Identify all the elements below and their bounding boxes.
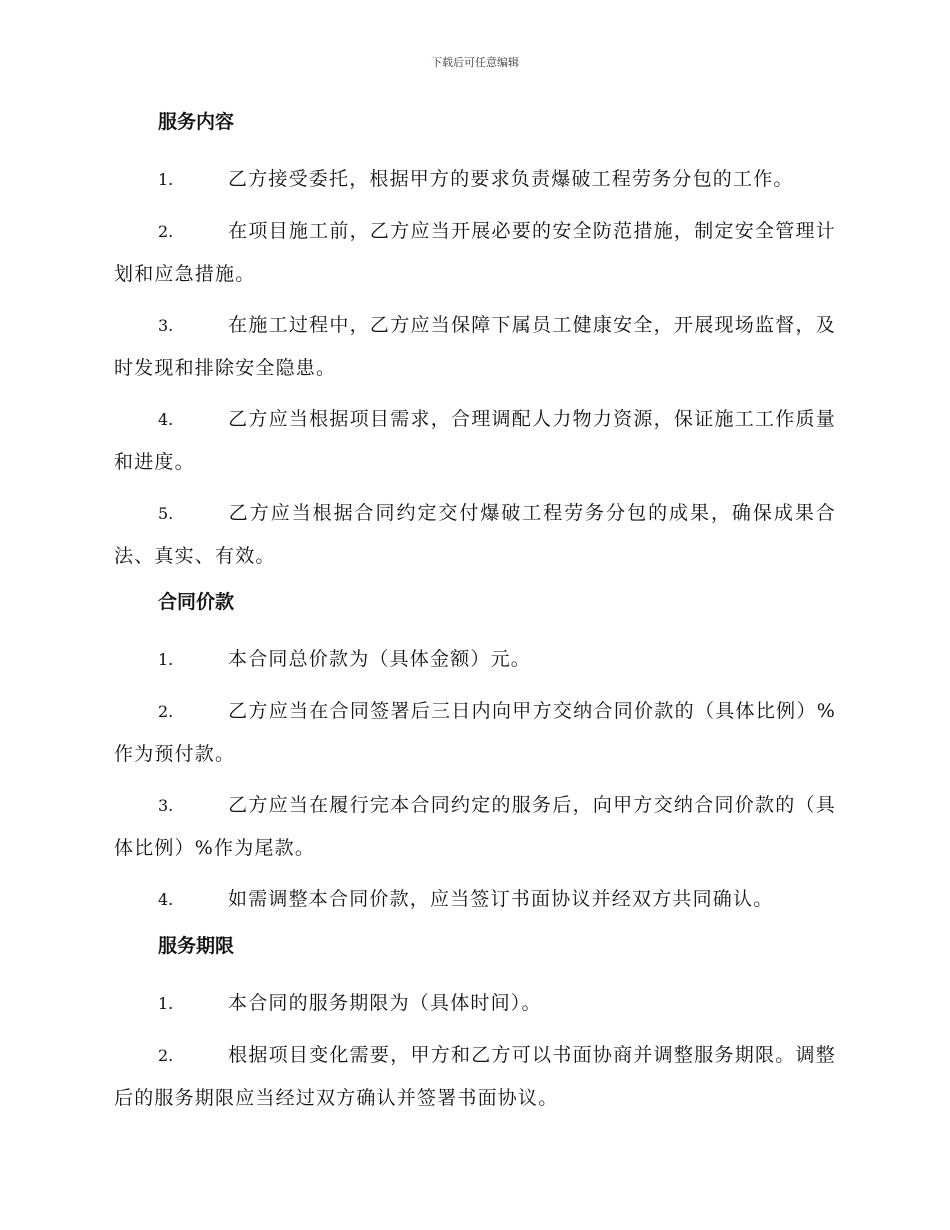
item-number: 3. — [158, 316, 174, 335]
item-number: 4. — [158, 890, 174, 909]
item-number: 2. — [158, 222, 174, 241]
item-text: 乙方应当根据合同约定交付爆破工程劳务分包的成果，确保成果合法、真实、有效。 — [114, 502, 836, 567]
item-text: 乙方应当在合同签署后三日内向甲方交纳合同价款的（具体比例）%作为预付款。 — [114, 700, 836, 765]
page-header: 下载后可任意编辑 — [431, 56, 519, 69]
list-item — [114, 784, 836, 869]
section-service-period — [114, 930, 836, 1119]
item-number: 1. — [158, 994, 174, 1013]
list-item — [114, 210, 836, 295]
list-item — [114, 982, 836, 1025]
item-text: 如需调整本合同价款，应当签订书面协议并经双方共同确认。 — [228, 888, 774, 910]
list-item — [114, 878, 836, 921]
item-text: 根据项目变化需要，甲方和乙方可以书面协商并调整服务期限。调整后的服务期限应当经过双方确认并签署书面协议。 — [114, 1044, 836, 1109]
item-number: 3. — [158, 796, 174, 815]
item-number: 5. — [158, 504, 174, 523]
item-number: 4. — [158, 410, 174, 429]
item-number: 1. — [158, 650, 174, 669]
item-text: 本合同的服务期限为（具体时间）。 — [228, 992, 542, 1014]
section-title: 服务期限 — [158, 935, 235, 957]
section-service-content — [114, 106, 836, 577]
list-item — [114, 398, 836, 483]
item-text: 本合同总价款为（具体金额）元。 — [228, 648, 532, 670]
item-text: 在施工过程中，乙方应当保障下属员工健康安全，开展现场监督，及时发现和排除安全隐患。 — [114, 314, 836, 379]
item-text: 乙方应当在履行完本合同约定的服务后，向甲方交纳合同价款的（具体比例）%作为尾款。 — [114, 794, 836, 859]
list-item — [114, 304, 836, 389]
section-title: 服务内容 — [158, 111, 235, 133]
list-item — [114, 638, 836, 681]
item-text: 乙方应当根据项目需求，合理调配人力物力资源，保证施工工作质量和进度。 — [114, 408, 836, 473]
document-body — [114, 106, 836, 1128]
section-contract-price — [114, 586, 836, 921]
item-text: 乙方接受委托，根据甲方的要求负责爆破工程劳务分包的工作。 — [228, 168, 794, 190]
section-title: 合同价款 — [158, 591, 235, 613]
item-number: 2. — [158, 1046, 174, 1065]
list-item — [114, 158, 836, 201]
list-item — [114, 492, 836, 577]
list-item — [114, 690, 836, 775]
list-item — [114, 1034, 836, 1119]
item-number: 2. — [158, 702, 174, 721]
item-number: 1. — [158, 170, 174, 189]
item-text: 在项目施工前，乙方应当开展必要的安全防范措施，制定安全管理计划和应急措施。 — [114, 220, 836, 285]
